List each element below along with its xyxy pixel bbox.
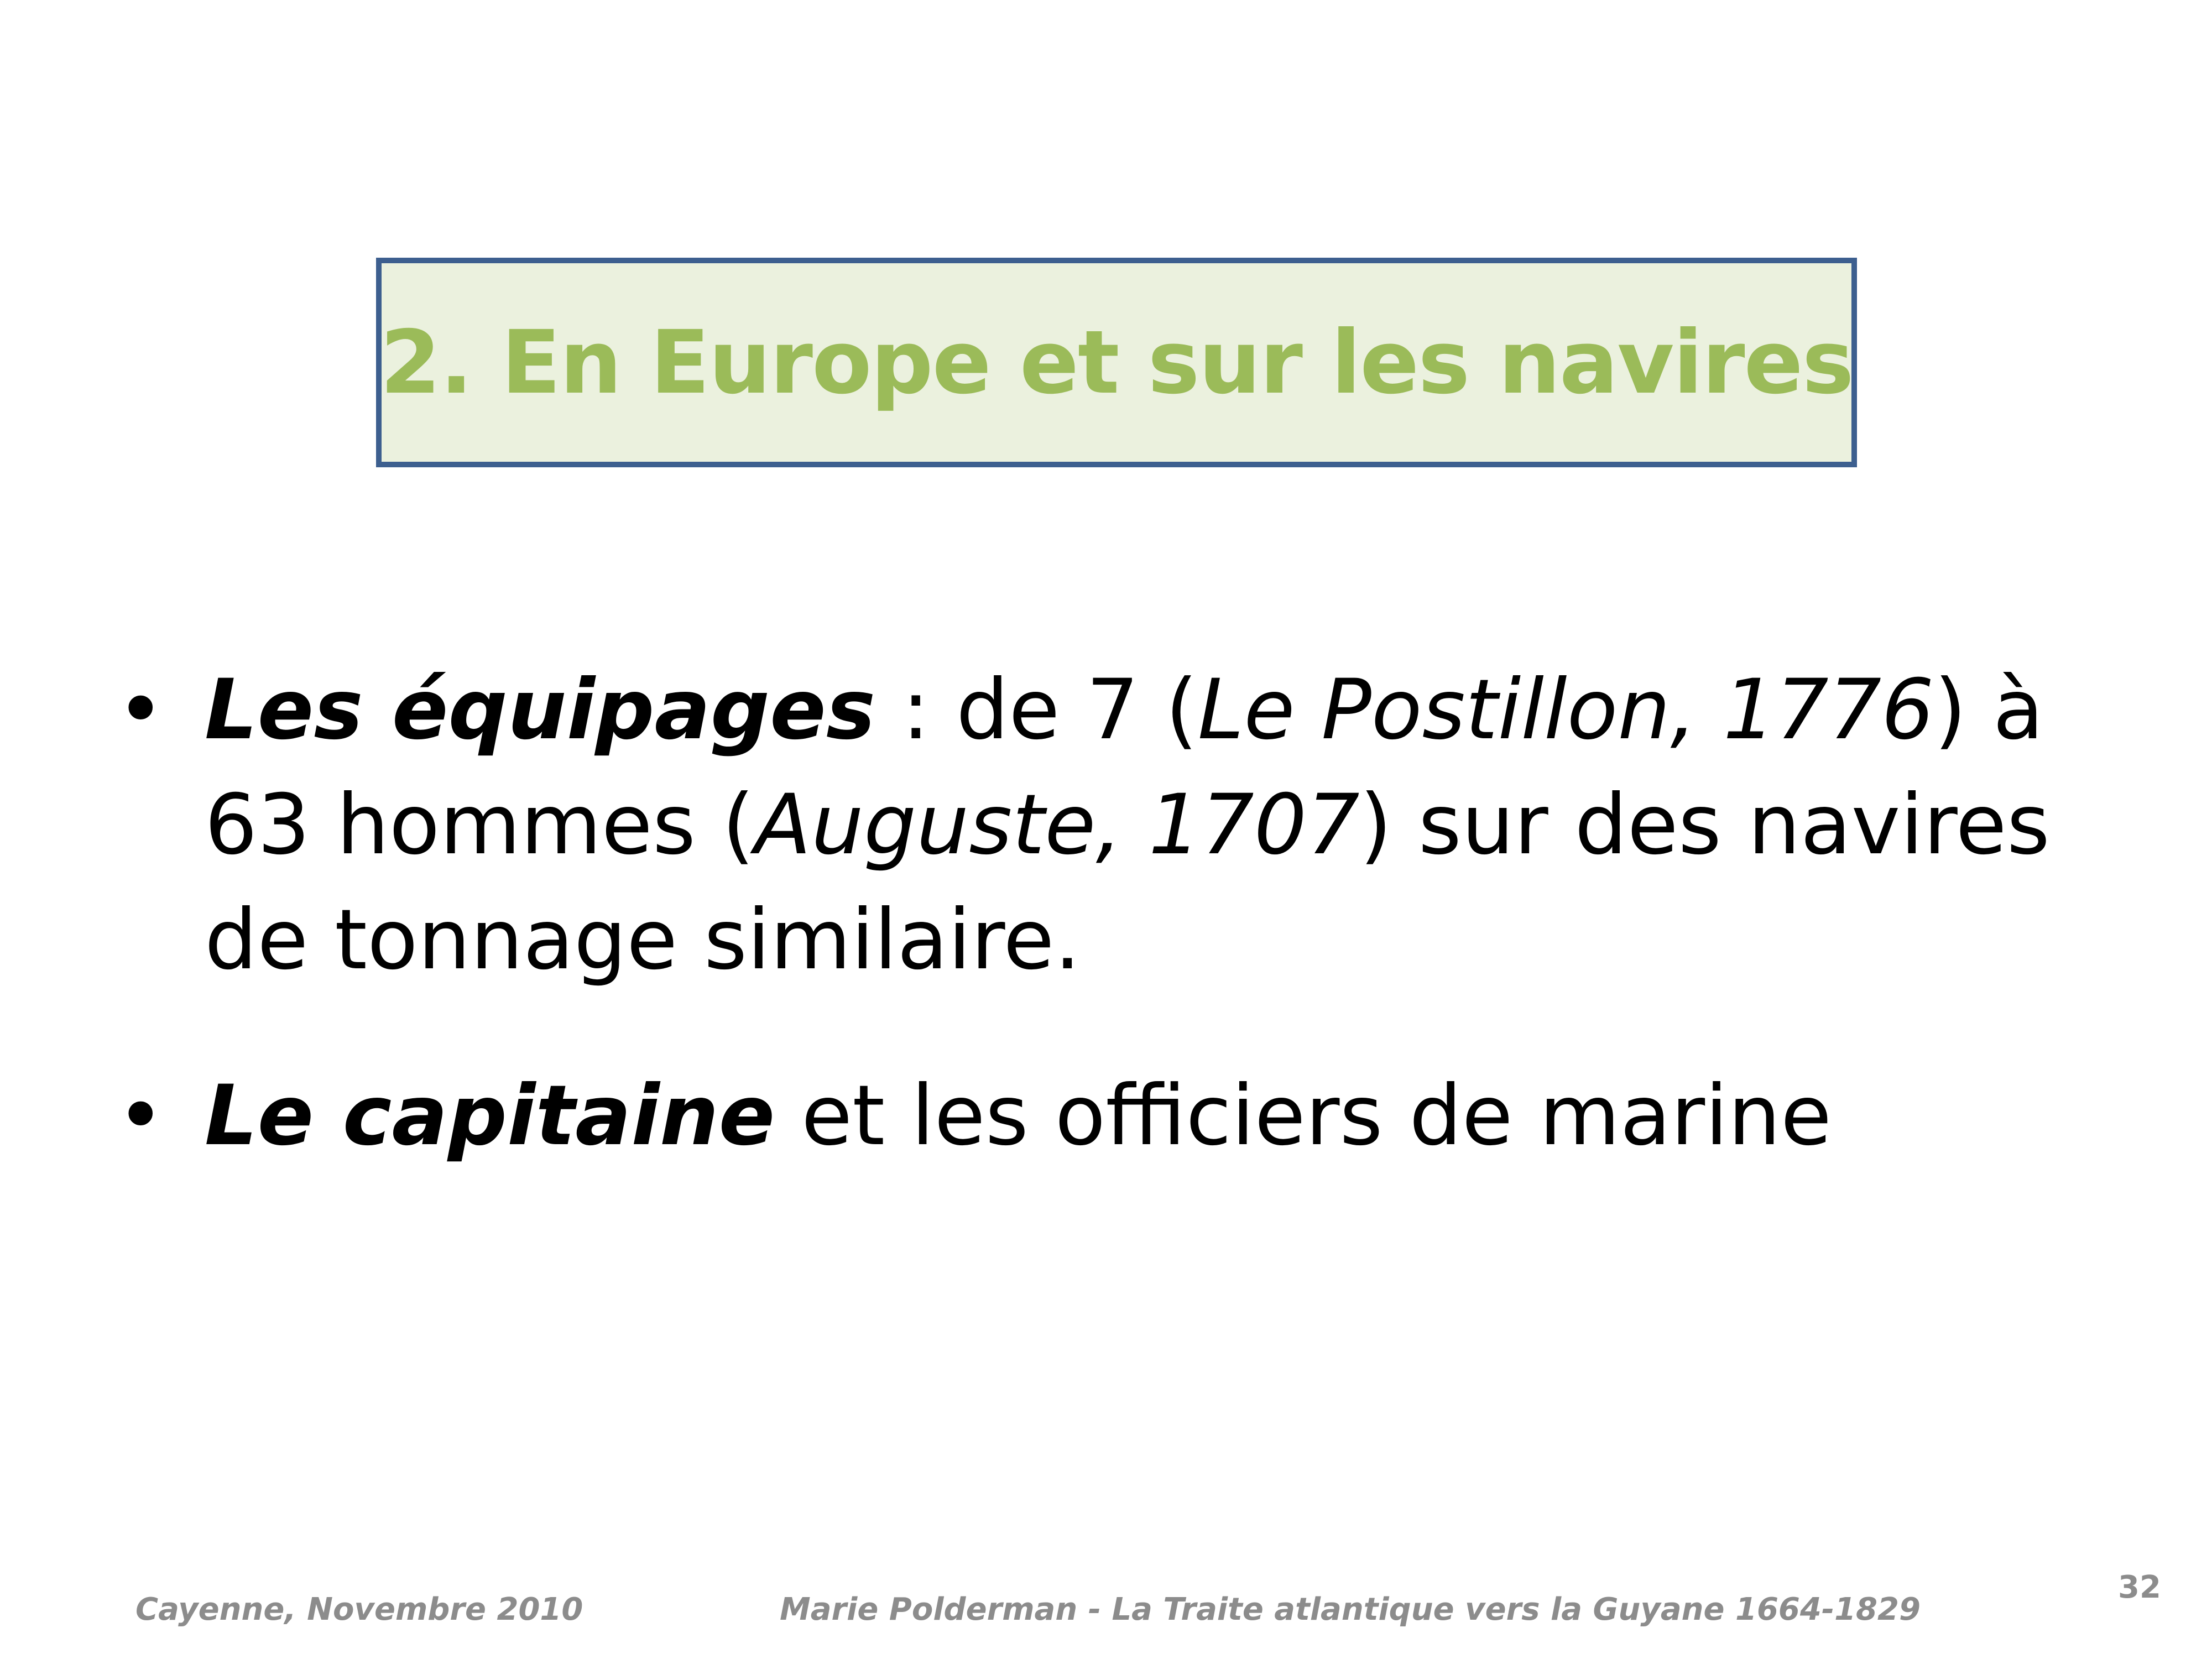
bullet-keyword: Le capitaine [205, 1068, 775, 1164]
footer-date: Cayenne, Novembre 2010 [135, 1592, 583, 1627]
bullet-text: ) sur des navires de tonnage similaire. [205, 777, 2050, 988]
bullet-ship-reference: Le Postillon, 1776 [1197, 662, 1934, 758]
slide-title: 2. En Europe et sur les navires [380, 311, 1853, 414]
bullet-ship-reference: Auguste, 1707 [754, 777, 1360, 873]
bullet-list [111, 653, 2129, 1173]
bullet-text: et les officiers de marine [775, 1068, 1832, 1164]
title-box [376, 258, 1857, 467]
footer-title: Marie Polderman - La Traite atlantique vers la Guyane 1664-1829 [780, 1592, 1921, 1627]
bullet-text: ) à 63 hommes ( [205, 662, 2044, 873]
bullet-keyword: Les équipages [205, 662, 876, 758]
bullet-item-captain [111, 1058, 2129, 1173]
bullet-item-crews [111, 653, 2129, 998]
page-number: 32 [2118, 1569, 2161, 1605]
bullet-marker: • [116, 1068, 165, 1164]
bullet-marker: • [116, 662, 165, 758]
bullet-text: : de 7 ( [875, 662, 1198, 758]
